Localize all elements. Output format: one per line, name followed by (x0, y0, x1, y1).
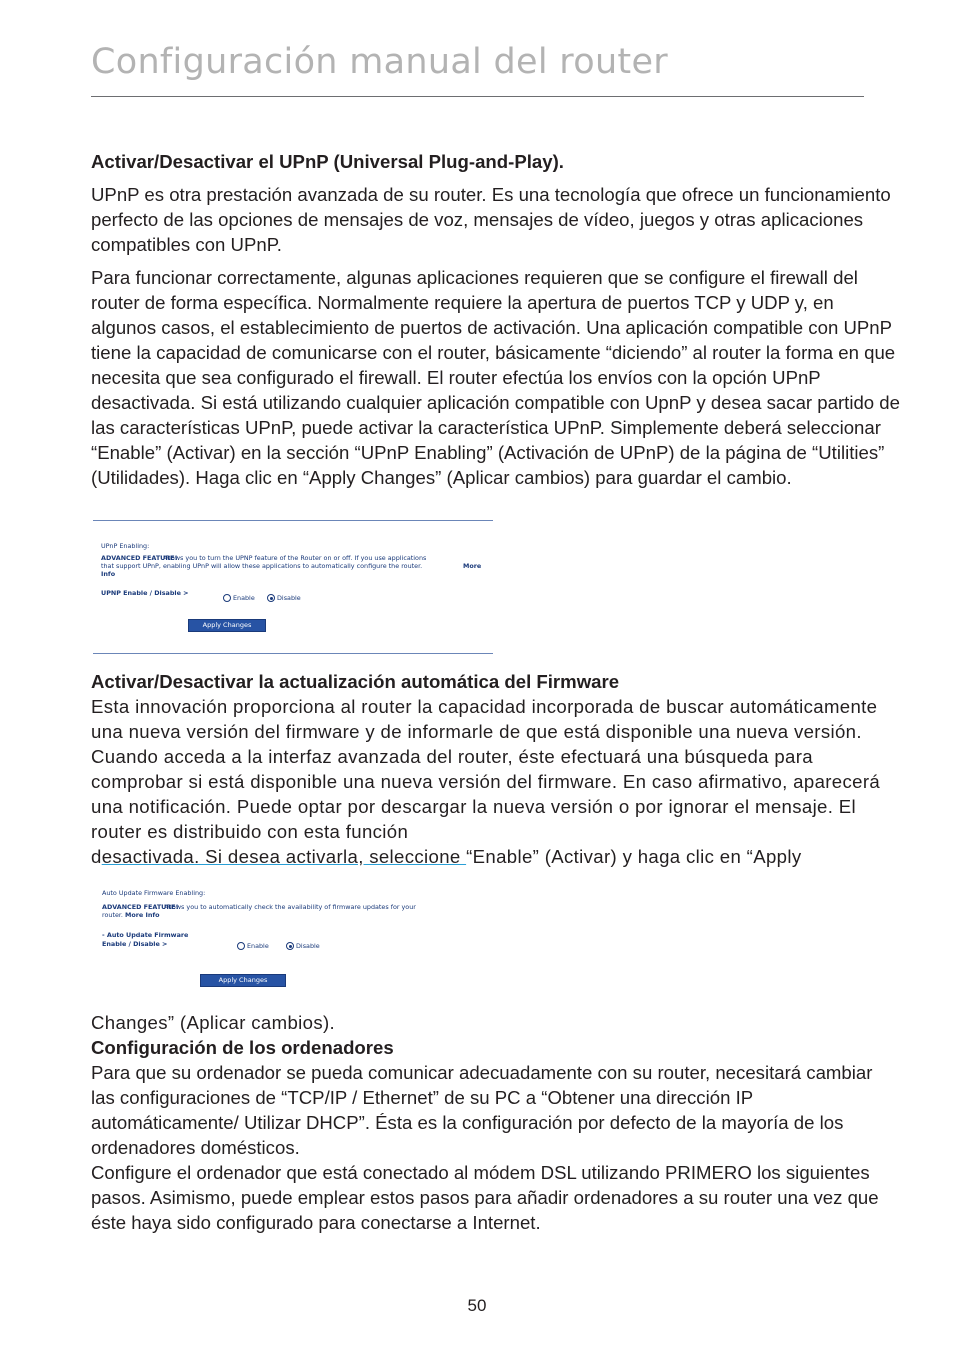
section-upnp (91, 149, 901, 490)
paragraph-computers-1: Para que su ordenador se pueda comunicar adecuadamente con su router, necesitará cambiar las configuraciones de “TCP/IP / Ethernet” de su PC a “Obtener una dirección IP automáticamente/ Utilizar DHCP”. Ésta es la configuración por defecto de la mayoría de los ordenadores domésticos. (91, 1062, 873, 1158)
upnp-section-title: UPnP Enabling: (101, 542, 150, 550)
firmware-settings-screenshot (93, 885, 513, 995)
upnp-description-line1: Allows you to turn the UPNP feature of the Router on or off. If you use applications (163, 554, 427, 562)
page-title: Configuración manual del router (91, 42, 668, 82)
upnp-enable-option[interactable]: Enable (223, 594, 255, 602)
firmware-description-line2: router. More Info (102, 911, 160, 919)
paragraph-upnp-intro: UPnP es otra prestación avanzada de su router. Es una tecnología que ofrece un funcionamiento perfecto de las opciones de mensajes de voz, mensajes de vídeo, juegos y otras aplicaciones compatibles con UPnP. (91, 184, 891, 255)
upnp-description-line2: that support UPnP, enabling UPnP will allow these applications to automatically configure the router. (101, 562, 423, 570)
firmware-description-line1: Allows you to automatically check the availability of firmware updates for your (164, 903, 416, 911)
section-computers (91, 1010, 901, 1235)
more-info-link[interactable]: More Info (125, 911, 160, 919)
screenshot-top-rule (93, 520, 493, 521)
underlined-text: esactivada. Si desea activarla, seleccione (101, 846, 467, 867)
firmware-enable-label-2: Enable / Disable > (102, 940, 168, 948)
page-number: 50 (467, 1296, 487, 1315)
firmware-section-title: Auto Update Firmware Enabling: (102, 889, 206, 897)
disable-radio-icon[interactable] (267, 594, 275, 602)
paragraph-firmware: Esta innovación proporciona al router la capacidad incorporada de buscar automáticamente una nueva versión del firmware y de informarle de que está disponible una nueva versión. Cuando acceda a la interfaz avanzada del router, éste efectuará una búsqueda para comprobar si está disponible una nueva versión del firmware. En caso afirmativo, aparecerá una notificación. Puede optar por descargar la nueva versión o por ignorar el mensaje. El router es distribuido con esta función (91, 696, 881, 842)
advanced-feature-label: ADVANCED FEATURE! (102, 903, 179, 911)
section-heading-computers: Configuración de los ordenadores (91, 1037, 394, 1058)
upnp-disable-option[interactable]: Disable (267, 594, 301, 602)
section-heading-upnp: Activar/Desactivar el UPnP (Universal Plug-and-Play). (91, 151, 564, 172)
section-firmware (91, 669, 901, 869)
apply-changes-button[interactable]: Apply Changes (200, 974, 286, 987)
firmware-disable-option[interactable]: Disable (286, 942, 320, 950)
firmware-enable-option[interactable]: Enable (237, 942, 269, 950)
title-divider (91, 96, 864, 97)
firmware-continuation: Changes” (Aplicar cambios). (91, 1012, 336, 1033)
upnp-settings-screenshot (93, 520, 493, 656)
screenshot-bottom-rule (93, 653, 493, 654)
enable-radio-icon[interactable] (223, 594, 231, 602)
paragraph-upnp-details: Para funcionar correctamente, algunas aplicaciones requieren que se configure el firewall del router de forma específica. Normalmente requiere la apertura de puertos TCP y UDP y, en algunos casos, el establecimiento de puertos de activación. Una aplicación compatible con UPnP tiene la capacidad de comunicarse con el router, básicamente “diciendo” al router la forma en que necesita que sea configurado el firewall. El router efectúa los envíos con la opción UPnP desactivada. Si está utilizando cualquier aplicación compatible con UpnP y desea sacar partido de las características UPnP, puede activar la característica UPnP. Simplemente deberá seleccionar “Enable” (Activar) en la sección “UPnP Enabling” (Activación de UPnP) de la página de “Utilities” (Utilidades). Haga clic en “Apply Changes” (Aplicar cambios) para guardar el cambio. (91, 267, 900, 488)
upnp-enable-label: UPNP Enable / Disable > (101, 589, 189, 597)
paragraph-firmware-end: desactivada. Si desea activarla, seleccione “Enable” (Activar) y haga clic en “Apply (91, 846, 802, 867)
paragraph-computers-2: Configure el ordenador que está conectado al módem DSL utilizando PRIMERO los siguientes pasos. Asimismo, puede emplear estos pasos para añadir ordenadores a su router una vez que éste haya sido configurado para conectarse a Internet. (91, 1162, 879, 1233)
section-heading-firmware: Activar/Desactivar la actualización automática del Firmware (91, 671, 620, 692)
disable-radio-icon[interactable] (286, 942, 294, 950)
info-link[interactable]: Info (101, 570, 116, 578)
more-link[interactable]: More (463, 562, 482, 570)
firmware-enable-label-1: - Auto Update Firmware (102, 931, 189, 939)
advanced-feature-label: ADVANCED FEATURE! (101, 554, 178, 562)
apply-changes-button[interactable]: Apply Changes (188, 619, 266, 632)
enable-radio-icon[interactable] (237, 942, 245, 950)
